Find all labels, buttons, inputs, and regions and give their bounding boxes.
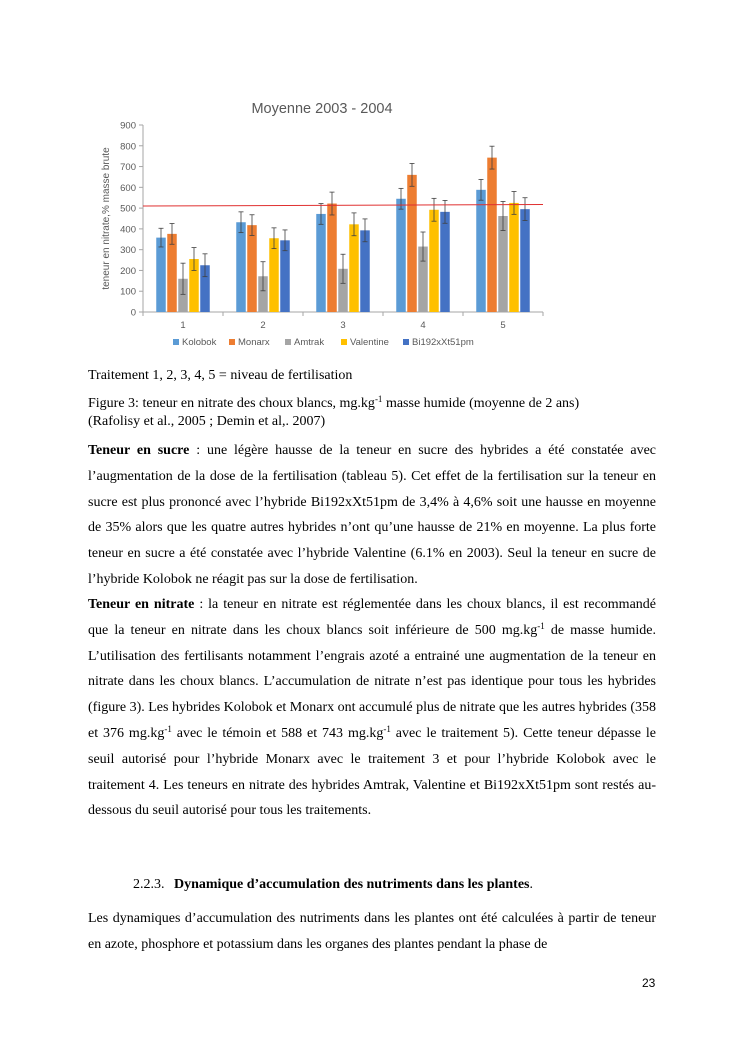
- legend-swatch-valentine: [341, 339, 347, 345]
- figure-caption-b: masse humide (moyenne de 2 ans): [382, 396, 580, 411]
- nitrate-chart: [95, 95, 555, 365]
- bar-bi192xxt51pm-3: [360, 230, 370, 312]
- nitrate-text-3: avec le témoin et 588 et 743 mg.kg: [171, 725, 384, 741]
- legend-swatch-bi192xxt51pm: [403, 339, 409, 345]
- chart-title: Moyenne 2003 - 2004: [251, 101, 393, 117]
- y-tick-label: 900: [120, 120, 136, 132]
- bar-kolobok-5: [476, 190, 486, 312]
- section-number: 2.2.3.: [133, 877, 165, 892]
- section-title: Dynamique d’accumulation des nutriments dans les plantes: [174, 877, 530, 892]
- nitrate-label: Teneur en nitrate: [88, 597, 195, 612]
- y-tick-label: 500: [120, 203, 136, 215]
- treatment-note: Traitement 1, 2, 3, 4, 5 = niveau de fertilisation: [88, 368, 353, 383]
- bar-kolobok-3: [316, 214, 326, 312]
- legend-label-amtrak: Amtrak: [294, 337, 325, 348]
- legend-label-monarx: Monarx: [238, 337, 270, 348]
- legend-label-valentine: Valentine: [350, 337, 389, 348]
- paragraph-nitrate: [88, 592, 656, 824]
- sugar-text: : une légère hausse de la teneur en sucre des hybrides a été constatée avec l’augmentation de la dose de la fertilisation (tableau 5). Cet effet de la fertilisation sur la teneur en sucre est plus prononcé avec l’hybride Bi192xXt51pm de 3,4% à 4,6% soit une hausse en moyenne de 35% alors que les quatre autres hybrides n’ont qu’une hausse de 21% en moyenne. La plus forte teneur en sucre a été constatée avec l’hybride Valentine (6.1% en 2003). Seul la teneur en sucre de l’hybride Kolobok ne réagit pas sur la dose de fertilisation.: [88, 443, 656, 587]
- chart-svg: [95, 95, 555, 365]
- legend-swatch-amtrak: [285, 339, 291, 345]
- y-tick-label: 0: [130, 307, 136, 319]
- nitrate-sup-1: -1: [537, 620, 545, 631]
- x-tick-label: 4: [420, 320, 426, 331]
- y-tick-label: 100: [120, 286, 136, 298]
- bar-monarx-4: [407, 175, 417, 312]
- y-tick-label: 600: [120, 182, 136, 194]
- bar-valentine-5: [509, 203, 519, 312]
- dynamics-text: Les dynamiques d’accumulation des nutriments dans les plantes ont été calculées à partir de teneur en azote, phosphore et potassium dans les organes des plantes pendant la phase de: [88, 911, 656, 952]
- legend-swatch-monarx: [229, 339, 235, 345]
- section-heading: [133, 877, 533, 893]
- bar-valentine-2: [269, 238, 279, 312]
- x-tick-label: 5: [500, 320, 506, 331]
- nitrate-sup-3: -1: [383, 723, 391, 734]
- figure-caption-ref: (Rafolisy et al., 2005 ; Demin et al,. 2007): [88, 414, 326, 429]
- paragraph-dynamics: [88, 906, 656, 958]
- x-tick-label: 3: [340, 320, 346, 331]
- bar-monarx-2: [247, 225, 257, 312]
- legend-swatch-kolobok: [173, 339, 179, 345]
- nitrate-text-1: : la teneur en nitrate est réglementée dans les choux blancs, il est recommandé que la teneur en nitrate dans les choux blancs soit inférieure de 500 mg.kg: [88, 597, 656, 638]
- figure-caption-sup: -1: [374, 394, 383, 404]
- bar-bi192xxt51pm-4: [440, 212, 450, 312]
- section-period: .: [529, 877, 533, 892]
- bar-monarx-1: [167, 234, 177, 312]
- x-tick-label: 1: [180, 320, 186, 331]
- legend-label-kolobok: Kolobok: [182, 337, 217, 348]
- y-tick-label: 800: [120, 141, 136, 153]
- bar-kolobok-1: [156, 238, 166, 312]
- bar-kolobok-2: [236, 222, 246, 312]
- sugar-label: Teneur en sucre: [88, 443, 190, 458]
- bar-kolobok-4: [396, 199, 406, 312]
- x-tick-label: 2: [260, 320, 266, 331]
- bar-monarx-3: [327, 204, 337, 312]
- page-number: 23: [642, 976, 656, 990]
- y-tick-label: 400: [120, 224, 136, 236]
- bar-bi192xxt51pm-5: [520, 209, 530, 312]
- nitrate-sup-2: -1: [164, 723, 172, 734]
- y-tick-label: 200: [120, 265, 136, 277]
- figure-caption: [88, 395, 656, 431]
- y-tick-label: 300: [120, 245, 136, 257]
- y-tick-label: 700: [120, 162, 136, 174]
- bar-valentine-4: [429, 210, 439, 312]
- nitrate-text-4: avec le traitement 5). Cette teneur dépasse le seuil autorisé pour l’hybride Monarx avec le traitement 3 et pour l’hybride Kolobok avec le traitement 4. Les teneurs en nitrate des hybrides Amtrak, Valentine et Bi192xXt51pm sont restés au-dessous du seuil autorisé pour tous les traitements.: [88, 725, 656, 819]
- nitrate-text-2: de masse humide. L’utilisation des fertilisants notamment l’engrais azoté a entrainé une augmentation de la teneur en nitrate dans les choux blancs. L’accumulation de nitrate n’est pas identique pour tous les hybrides (figure 3). Les hybrides Kolobok et Monarx ont accumulé plus de nitrate que les autres hybrides (358 et 376 mg.kg: [88, 622, 657, 741]
- bar-valentine-3: [349, 224, 359, 312]
- y-axis-label: teneur en nitrate,% masse brute: [101, 147, 112, 290]
- bar-monarx-5: [487, 158, 497, 312]
- paragraph-sugar: [88, 438, 656, 593]
- legend-label-bi192xxt51pm: Bi192xXt51pm: [412, 337, 474, 348]
- figure-caption-a: Figure 3: teneur en nitrate des choux blancs, mg.kg: [88, 396, 375, 411]
